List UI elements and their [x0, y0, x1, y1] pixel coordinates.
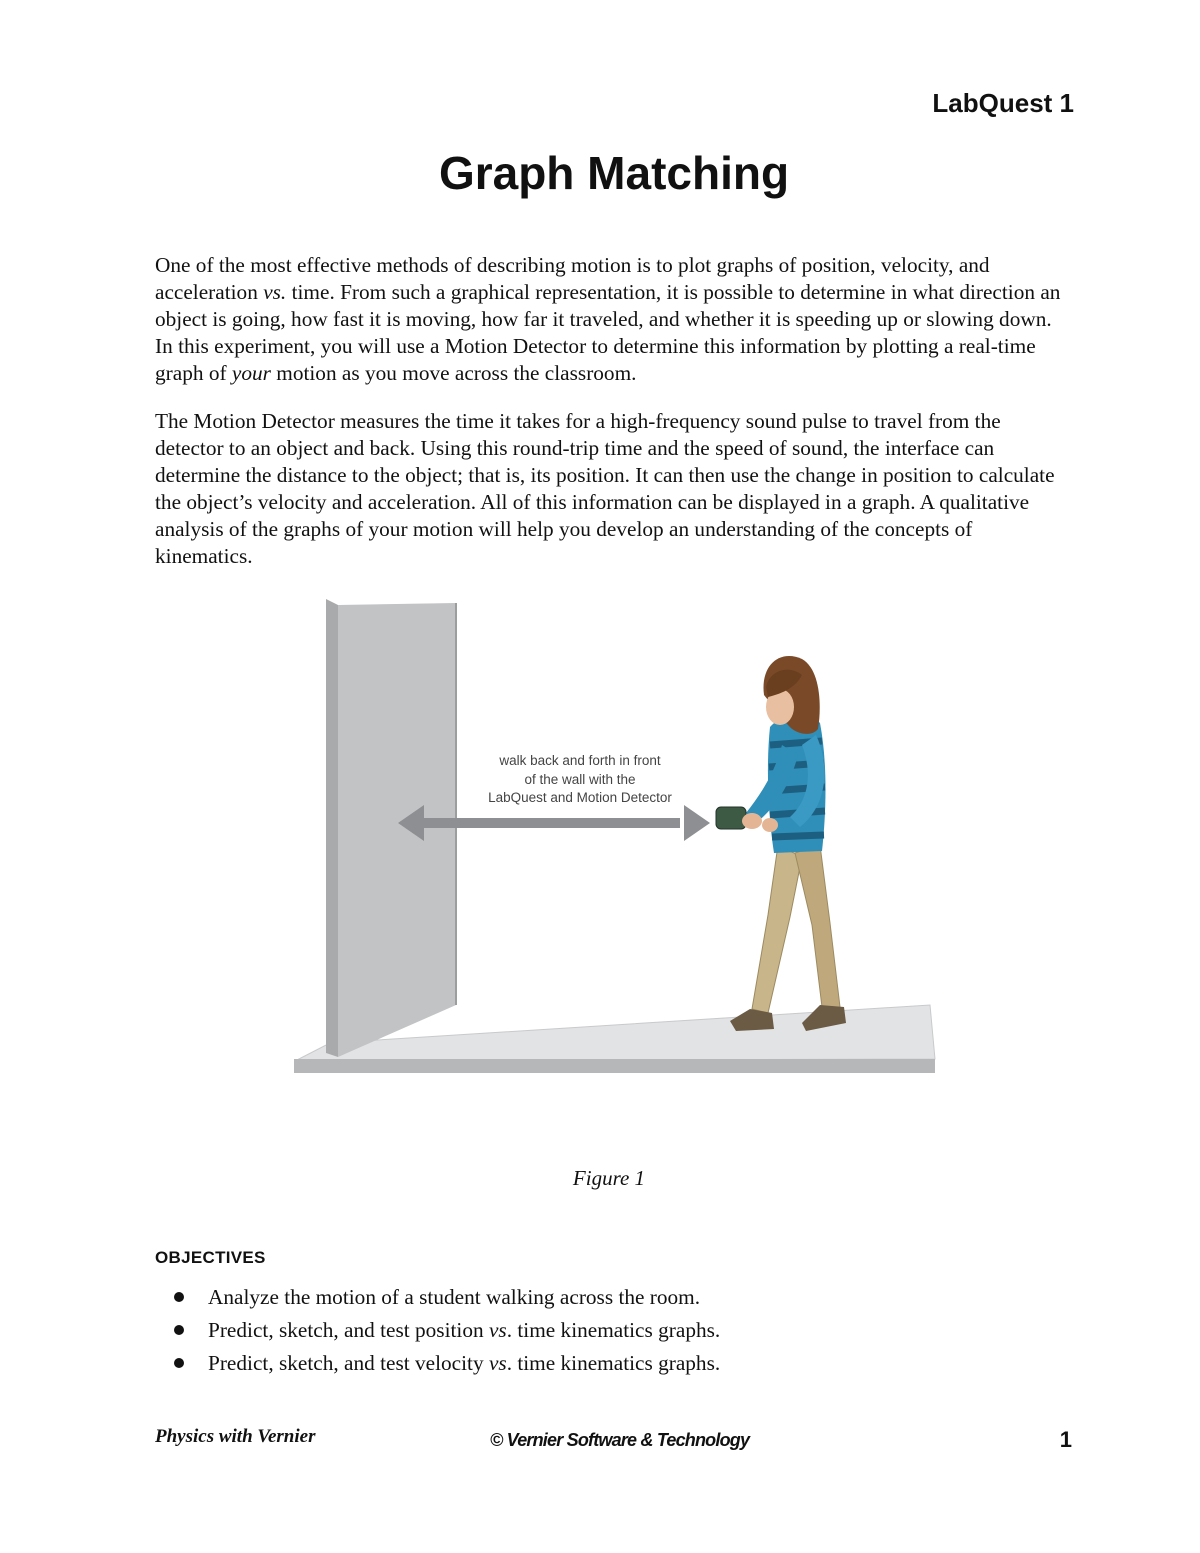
- intro-paragraph-1: [155, 252, 1065, 387]
- objective-text: Analyze the motion of a student walking across the room.: [208, 1285, 701, 1309]
- intro-text: motion as you move across the classroom.: [270, 361, 637, 385]
- page-title: Graph Matching: [438, 147, 790, 199]
- objectives-heading: OBJECTIVES: [155, 1248, 266, 1267]
- figure-1-illustration: [290, 595, 940, 1080]
- list-item: [168, 1350, 720, 1383]
- student-figure: [716, 656, 846, 1031]
- objective-text: Predict, sketch, and test velocity: [208, 1351, 489, 1375]
- footer-page-number: 1: [1059, 1427, 1072, 1452]
- footer-copyright: © Vernier Software & Technology: [490, 1430, 750, 1450]
- lab-label: LabQuest 1: [932, 88, 1074, 118]
- figure-label-line-3: LabQuest and Motion Detector: [488, 790, 672, 805]
- floor-front: [294, 1059, 935, 1073]
- objective-text: . time kinematics graphs.: [506, 1351, 721, 1375]
- footer-book-title: Physics with Vernier: [155, 1426, 316, 1447]
- figure-caption: Figure 1: [572, 1166, 646, 1190]
- intro-text: time. From such a graphical representation, it is possible to determine in what direction an object is going, how fast it is moving, how far it traveled, and whether it is speeding up or slowing down. In this experiment, you will use a Motion Detector to determine this information by plotting a real-time graph of: [155, 280, 1061, 385]
- intro-paragraph-2: The Motion Detector measures the time it takes for a high-frequency sound pulse to travel from the detector to an object and back. Using this round-trip time and the speed of sound, the interface can determine the distance to the object; that is, its position. It can then use the change in position to calculate the object’s velocity and acceleration. All of this information can be displayed in a graph. A qualitative analysis of the graphs of your motion will help you develop an understanding of the concepts of kinematics.: [155, 409, 1055, 568]
- objectives-list: [168, 1284, 720, 1383]
- wall-side: [326, 599, 338, 1057]
- intro-text: One of the most effective methods of describing motion is to plot graphs of position, velocity, and acceleration: [155, 253, 990, 304]
- figure-label-line-1: walk back and forth in front: [499, 753, 661, 768]
- list-item: [168, 1317, 720, 1350]
- intro-vs: vs.: [263, 280, 287, 304]
- objective-text: . time kinematics graphs.: [506, 1318, 721, 1342]
- figure-label-line-2: of the wall with the: [524, 772, 636, 787]
- wall-front: [338, 603, 456, 1057]
- objective-vs: vs: [488, 1318, 507, 1342]
- intro-your: your: [231, 361, 271, 385]
- objective-vs: vs: [488, 1351, 507, 1375]
- objective-text: Predict, sketch, and test position: [208, 1318, 489, 1342]
- list-item: [168, 1284, 720, 1317]
